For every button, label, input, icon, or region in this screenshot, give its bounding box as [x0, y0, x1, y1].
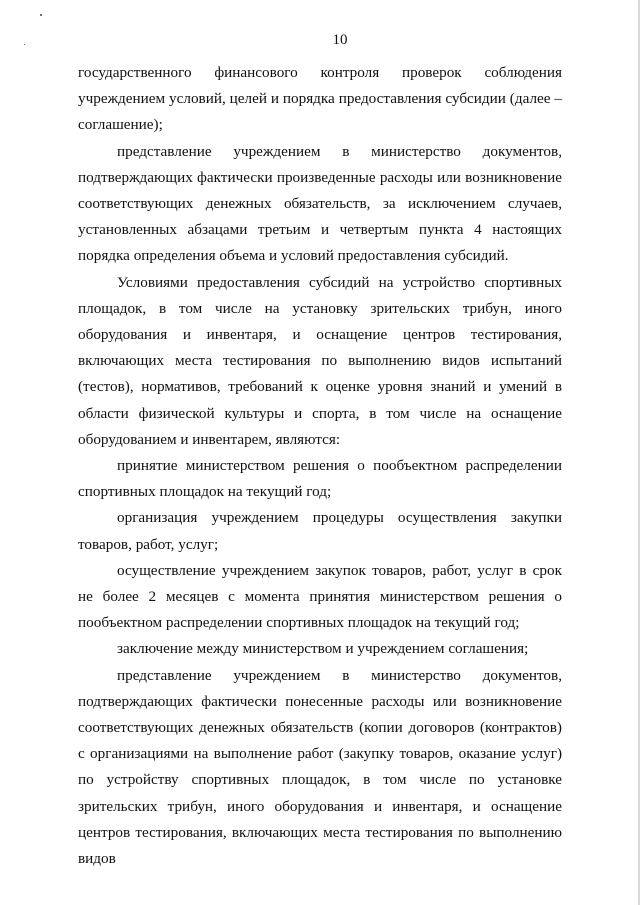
paragraph: осуществление учреждением закупок товаров, работ, услуг в срок не более 2 месяцев с момента принятия министерством решения о пообъектном распределении спортивных площадок на текущий год; [78, 561, 562, 632]
page-number: 10 [332, 32, 348, 48]
paragraph: представление учреждением в министерство документов, подтверждающих фактически произведенные расходы или возникновение соответствующих денежных обязательств, за исключением случаев, установленных абзацами третьим и четвертым пункта 4 настоящих порядка определения объема и условий предоставления субсидий. [78, 142, 562, 265]
paragraph: государственного финансового контроля проверок соблюдения учреждением условий, целей и порядка предоставления субсидии (далее – соглашение); [78, 64, 562, 134]
paragraph: заключение между министерством и учреждением соглашения; [117, 640, 529, 658]
paragraph: организация учреждением процедуры осуществления закупки товаров, работ, услуг; [78, 509, 562, 553]
paragraph: Условиями предоставления субсидий на устройство спортивных площадок, в том числе на установку зрительских трибун, иного оборудования и инвентаря, и оснащение центров тестирования, включающих места тестирования по выполнению видов испытаний (тестов), нормативов, требований к оценке уровня знаний и умений в области физической культуры и спорта, в том числе на оснащение оборудованием и инвентарем, являются: [78, 273, 562, 448]
paragraph: принятие министерством решения о пообъектном распределении спортивных площадок на текущий год; [78, 457, 562, 501]
document-body [78, 60, 562, 872]
scan-speck [40, 14, 42, 16]
paragraph: представление учреждением в министерство документов, подтверждающих фактически понесенные расходы или возникновение соответствующих денежных обязательств (копии договоров (контрактов) с организациями на выполнение работ (закупку товаров, оказание услуг) по устройству спортивных площадок, в том числе по установке зрительских трибун, иного оборудования и инвентаря, и оснащение центров тестирования, включающих места тестирования по выполнению видов [78, 666, 562, 868]
